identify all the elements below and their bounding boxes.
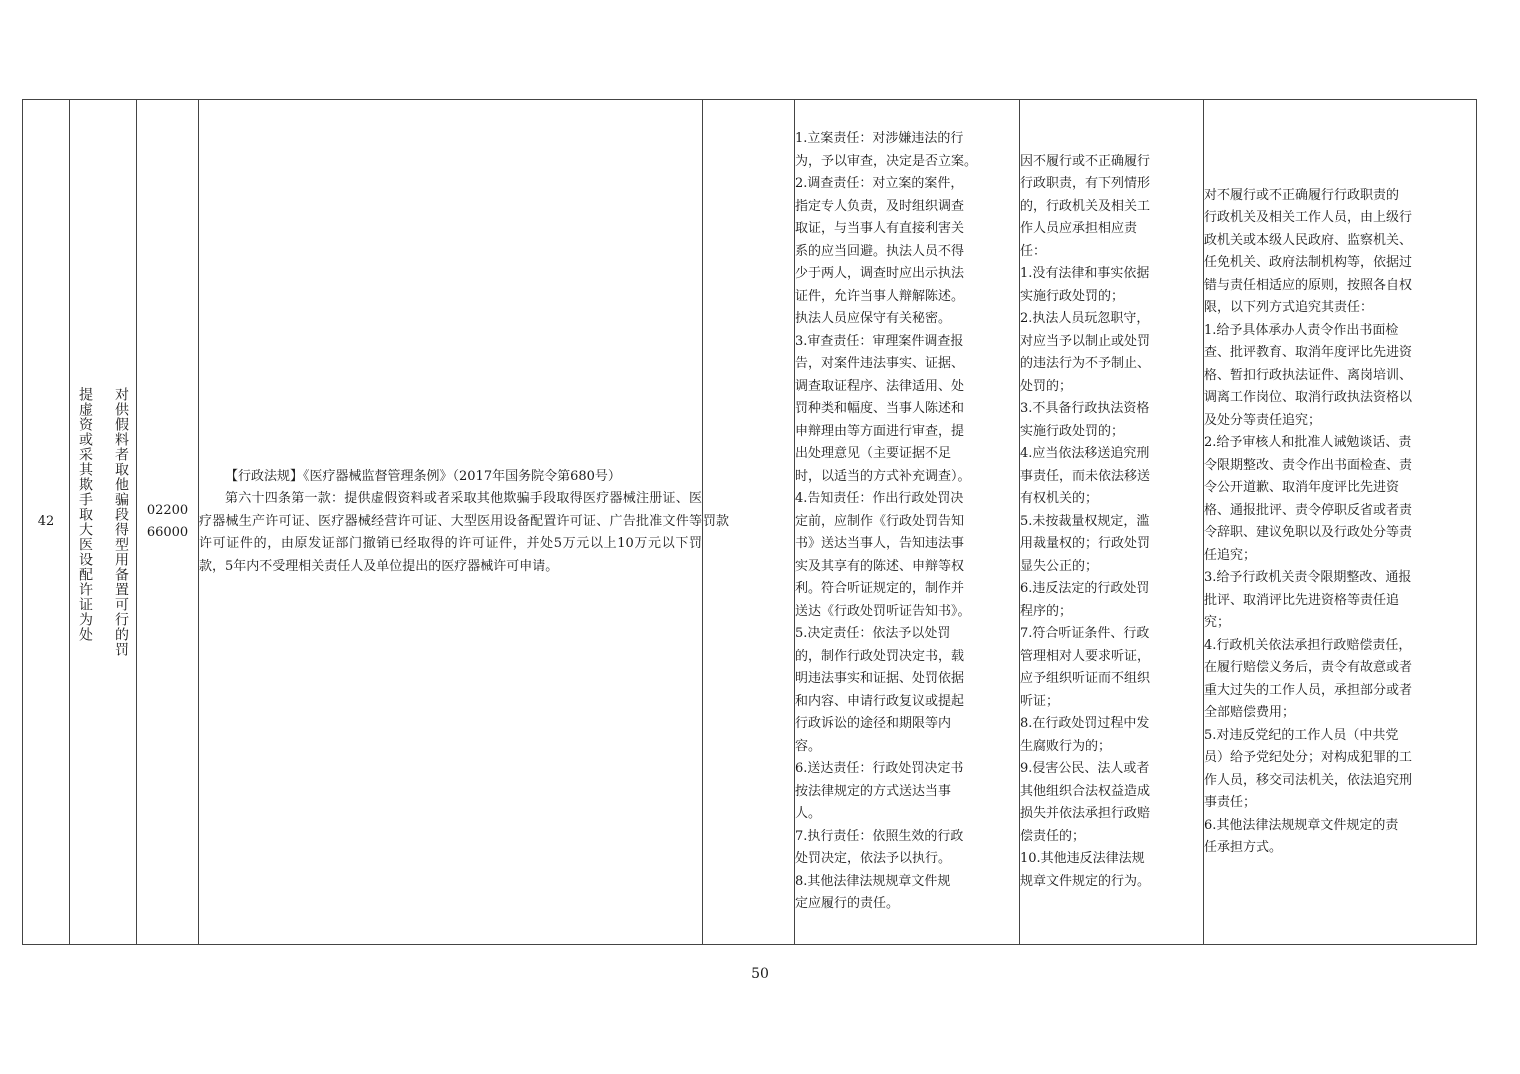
liability-line: 员）给予党纪处分；对构成犯罪的工 (1204, 750, 1413, 765)
liability-line: 令限期整改、责令作出书面检查、责 (1204, 457, 1413, 473)
table-row (23, 100, 1477, 945)
accountability-line: 10.其他违反法律法规 (1020, 851, 1145, 867)
accountability-line: 1.没有法律和事实依据 (1020, 266, 1150, 282)
item-name (70, 387, 136, 657)
responsibility-line: 少于两人，调查时应出示执法 (795, 266, 965, 282)
accountability-line: 其他组织合法权益造成 (1020, 783, 1151, 799)
responsibility-line: 告，对案件违法事实、证据、 (795, 356, 965, 372)
responsibility-line: 5.决定责任：依法予以处罚 (795, 626, 951, 642)
responsibility-line: 定应履行的责任。 (795, 896, 900, 912)
liability-table (22, 99, 1477, 945)
legal-basis-text: 第六十四条第一款：提供虚假资料或者采取其他欺骗手段取得医疗器械注册证、医疗器械生产许可证、医疗器械经营许可证、大型医用设备配置许可证、广告批准文件等许可证件的，由原发证部门撤销已经取得的许可证件，并处5万元以上10万元以下罚款，5年内不受理相关责任人及单位提出的医疗器械许可申请。 (199, 491, 702, 574)
liability-line: 任追究； (1204, 547, 1257, 563)
accountability-line: 2.执法人员玩忽职守， (1020, 311, 1150, 327)
accountability-line: 对应当予以制止或处罚 (1020, 333, 1151, 349)
responsibility-line: 执法人员应保守有关秘密。 (795, 311, 952, 327)
responsibility-line: 为，予以审查，决定是否立案。 (795, 153, 978, 169)
accountability-line: 处罚的； (1020, 378, 1073, 394)
liability-line: 及处分等责任追究； (1204, 412, 1322, 428)
liability-line: 究； (1204, 615, 1231, 630)
accountability-line: 偿责任的； (1020, 828, 1086, 844)
page-number: 50 (751, 966, 769, 982)
liability-line: 全部赔偿费用； (1204, 705, 1296, 720)
liability-line: 格、通报批评、责令停职反省或者责 (1204, 502, 1413, 518)
responsibility-line: 送达《行政处罚听证告知书》。 (795, 603, 971, 619)
accountability-line: 6.违反法定的行政处罚 (1020, 581, 1150, 597)
liability-line: 批评、取消评比先进资格等责任追 (1204, 592, 1400, 608)
responsibility-line: 处罚决定，依法予以执行。 (795, 851, 952, 867)
liability-line: 1.给予具体承办人责令作出书面检 (1204, 322, 1399, 338)
liability-line: 令辞职、建议免职以及行政处分等责 (1204, 525, 1413, 540)
responsibility-line: 2.调查责任：对立案的案件， (795, 176, 964, 192)
accountability-cell (1020, 100, 1204, 945)
accountability-line: 行政职责，有下列情形 (1020, 176, 1151, 192)
liability-line: 事责任； (1204, 795, 1257, 810)
responsibility-line: 罚种类和幅度、当事人陈述和 (795, 401, 965, 417)
responsibility-line: 和内容、申请行政复议或提起 (795, 693, 965, 709)
penalty-type: 罚款 (703, 100, 795, 945)
responsibility-line: 系的应当回避。执法人员不得 (795, 243, 965, 259)
liability-line: 重大过失的工作人员，承担部分或者 (1204, 682, 1413, 698)
responsibility-line: 定前，应制作《行政处罚告知 (795, 513, 965, 529)
item-code-line2: 66000 (146, 525, 189, 540)
liability-line: 格、暂扣行政执法证件、离岗培训、 (1204, 367, 1413, 383)
accountability-line: 3.不具备行政执法资格 (1020, 401, 1150, 417)
responsibility-line: 4.告知责任：作出行政处罚决 (795, 491, 964, 507)
item-name-cell (70, 100, 137, 945)
legal-basis-title: 【行政法规】《医疗器械监督管理条例》（2017年国务院令第680号） (225, 468, 621, 484)
responsibility-line: 书》送达当事人，告知违法事 (795, 536, 965, 552)
liability-line: 对不履行或不正确履行行政职责的 (1204, 187, 1400, 203)
liability-line: 在履行赔偿义务后，责令有故意或者 (1204, 660, 1413, 675)
accountability-line: 损失并依法承担行政赔 (1020, 806, 1151, 822)
responsibility-line: 的，制作行政处罚决定书，载 (795, 648, 965, 664)
accountability-line: 4.应当依法移送追究刑 (1020, 446, 1150, 462)
liability-line: 2.给予审核人和批准人诫勉谈话、责 (1204, 435, 1412, 450)
responsibility-line: 证件，允许当事人辩解陈述。 (795, 288, 965, 304)
accountability-line: 实施行政处罚的； (1020, 423, 1125, 439)
row-index: 42 (23, 100, 70, 945)
accountability-line: 有权机关的； (1020, 491, 1099, 507)
responsibility-line: 实及其享有的陈述、申辩等权 (795, 558, 965, 574)
responsibility-line: 7.执行责任：依照生效的行政 (795, 828, 964, 844)
accountability-list (1020, 151, 1203, 894)
liability-list (1204, 185, 1476, 860)
responsibility-line: 出处理意见（主要证据不足 (795, 446, 952, 462)
responsibility-line: 1.立案责任：对涉嫌违法的行 (795, 131, 964, 147)
accountability-line: 9.侵害公民、法人或者 (1020, 761, 1150, 777)
accountability-line: 7.符合听证条件、行政 (1020, 626, 1150, 642)
liability-line: 任免机关、政府法制机构等，依据过 (1204, 255, 1413, 270)
accountability-line: 事责任，而未依法移送 (1020, 468, 1151, 484)
accountability-line: 生腐败行为的； (1020, 738, 1112, 754)
accountability-line: 的违法行为不予制止、 (1020, 356, 1151, 372)
responsibility-line: 8.其他法律法规规章文件规 (795, 873, 951, 889)
liability-line: 调离工作岗位、取消行政执法资格以 (1204, 390, 1413, 405)
responsibility-line: 利。符合听证规定的，制作并 (795, 581, 965, 597)
liability-line: 4.行政机关依法承担行政赔偿责任， (1204, 637, 1412, 653)
responsibility-line: 取证，与当事人有直接利害关 (795, 221, 965, 237)
responsibility-list (795, 128, 1019, 916)
responsibility-line: 时，以适当的方式补充调查）。 (795, 468, 971, 484)
liability-line: 错与责任相适应的原则，按照各自权 (1204, 277, 1413, 293)
liability-line: 查、批评教育、取消年度评比先进资 (1204, 345, 1413, 360)
accountability-line: 程序的； (1020, 603, 1073, 619)
liability-cell (1204, 100, 1477, 945)
accountability-line: 的，行政机关及相关工 (1020, 198, 1151, 214)
liability-line: 任承担方式。 (1204, 840, 1283, 855)
item-code-line1: 02200 (146, 502, 189, 518)
accountability-line: 管理相对人要求听证， (1020, 648, 1151, 664)
accountability-line: 规章文件规定的行为。 (1020, 873, 1151, 889)
accountability-line: 作人员应承担相应责 (1020, 221, 1138, 237)
responsibility-line: 按法律规定的方式送达当事 (795, 783, 952, 799)
accountability-line: 用裁量权的；行政处罚 (1020, 536, 1151, 552)
liability-line: 3.给予行政机关责令限期整改、通报 (1204, 570, 1412, 585)
accountability-line: 5.未按裁量权规定，滥 (1020, 513, 1150, 529)
liability-line: 6.其他法律法规规章文件规定的责 (1204, 817, 1399, 833)
responsibility-line: 指定专人负责，及时组织调查 (795, 198, 965, 214)
accountability-line: 显失公正的； (1020, 558, 1099, 574)
accountability-line: 任： (1020, 243, 1047, 259)
accountability-line: 因不履行或不正确履行 (1020, 153, 1151, 169)
liability-line: 行政机关及相关工作人员，由上级行 (1204, 210, 1413, 225)
responsibility-line: 6.送达责任：行政处罚决定书 (795, 761, 964, 777)
responsibility-line: 行政诉讼的途径和期限等内 (795, 716, 952, 732)
accountability-line: 8.在行政处罚过程中发 (1020, 716, 1150, 732)
item-name-col-left: 对供假料者取他骗段得型用备置可行的罚 (113, 387, 129, 657)
responsibility-cell (795, 100, 1020, 945)
liability-line: 政机关或本级人民政府、监察机关、 (1204, 232, 1413, 248)
responsibility-line: 明违法事实和证据、处罚依据 (795, 671, 965, 687)
responsibility-line: 申辩理由等方面进行审查，提 (795, 423, 965, 439)
liability-line: 5.对违反党纪的工作人员（中共党 (1204, 727, 1399, 743)
item-name-col-right: 提虚资或采其欺手取大医设配许证为处 (77, 387, 93, 642)
legal-basis-cell (199, 100, 703, 945)
responsibility-line: 人。 (795, 806, 822, 822)
liability-line: 限，以下列方式追究其责任： (1204, 300, 1374, 315)
responsibility-line: 3.审查责任：审理案件调查报 (795, 333, 964, 349)
liability-line: 令公开道歉、取消年度评比先进资 (1204, 480, 1400, 495)
responsibility-line: 调查取证程序、法律适用、处 (795, 378, 965, 394)
accountability-line: 听证； (1020, 693, 1060, 709)
responsibility-line: 容。 (795, 738, 822, 754)
liability-line: 作人员，移交司法机关，依法追究刑 (1204, 772, 1413, 788)
accountability-line: 实施行政处罚的； (1020, 288, 1125, 304)
item-code-cell (137, 100, 199, 945)
accountability-line: 应予组织听证而不组织 (1020, 671, 1151, 687)
